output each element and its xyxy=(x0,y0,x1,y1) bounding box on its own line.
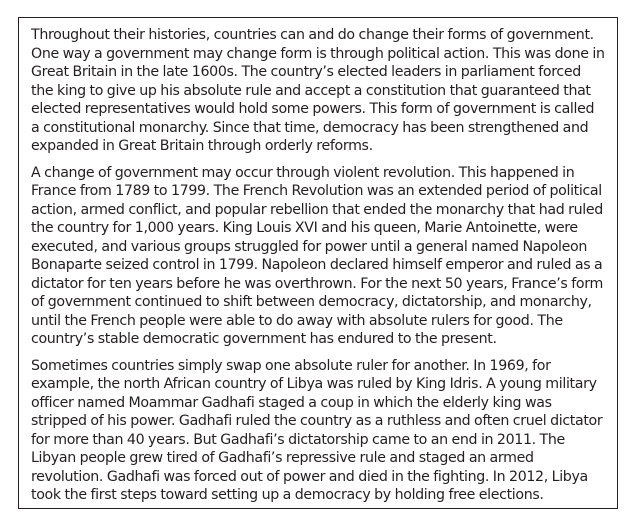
reading-passage-box xyxy=(18,17,618,509)
paragraph-libya: Sometimes countries simply swap one absolute ruler for another. In 1969, for example, the north African country of Libya was ruled by King Idris. A young military officer named Moammar Gadhafi staged a coup in which the elderly king was stripped of his power. Gadhafi ruled the country as a ruthless and often cruel dictator for more than 40 years. But Gadhafi’s dictatorship came to an end in 2011. The Libyan people grew tired of Gadhafi’s repressive rule and staged an armed revolution. Gadhafi was forced out of power and died in the fighting. In 2012, Libya took the first steps toward setting up a democracy by holding free elections. xyxy=(31,357,603,503)
paragraph-government-change-political-action: Throughout their histories, countries can and do change their forms of government. One way a government may change form is through political action. This was done in Great Britain in the late 1600s. The country’s elected leaders in parliament forced the king to give up his absolute rule and accept a constitution that guaranteed that elected representatives would hold some powers. This form of government is called a constitutional monarchy. Since that time, democracy has been strengthened and expanded in Great Britain through orderly reforms. xyxy=(31,27,605,154)
paragraph-french-revolution: A change of government may occur through violent revolution. This happened in France from 1789 to 1799. The French Revolution was an extended period of political action, armed conflict, and popular rebellion that ended the monarchy that had ruled the country for 1,000 years. King Louis XVI and his queen, Marie Antoinette, were executed, and various groups struggled for power until a general named Napoleon Bonaparte seized control in 1799. Napoleon declared himself emperor and ruled as a dictator for ten years before he was overthrown. For the next 50 years, France’s form of government continued to shift between democracy, dictatorship, and monarchy, until the French people were able to do away with absolute rulers for good. The country’s stable democratic government has endured to the present. xyxy=(31,164,603,347)
